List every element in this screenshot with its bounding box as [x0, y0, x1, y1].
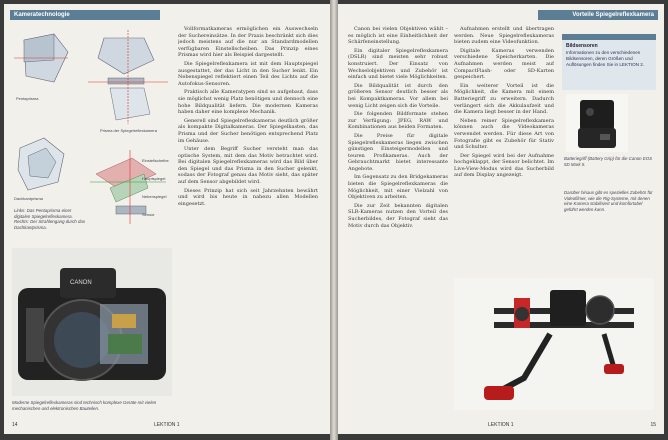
left-col-paragraph: Praktisch alle Kameratypen sind so aufgebaut, dass sie möglichst wenig Platz benötigen und dennoch eine hohe Bildqualität liefern. Die modernen Kameras haben daher eine komplexe Mechanik. — [178, 89, 318, 116]
left-header-bar — [10, 10, 160, 20]
mirror-system-label: Prisma der Spiegelreflexkamera — [100, 128, 157, 133]
right-folio: 15 — [650, 422, 656, 428]
right-col2-paragraph: Neben reiner Spiegelreflexkamera können auch die Videokameras verwendet werden. Für diese Art von Fotografie gibt es Zubehör für Stativ und Schulter. — [454, 117, 554, 151]
right-col2-paragraph: Ein weiterer Vorteil ist die Möglichkeit, die Kamera mit einem Batteriegriff zu erweitern. Dadurch verlängert sich die Akkulaufzeit und die Kamera liegt besser in der Hand. — [454, 82, 554, 116]
roof-prism-label: Dachkantprisma — [14, 196, 43, 201]
right-col1-paragraph: Canon bei vielen Objektiven wählt – es möglich ist eine Einheitlichkeit der Schärfeneinstellung. — [348, 26, 448, 46]
left-header-title: Kameratechnologie — [14, 12, 70, 18]
sensor-info-box — [562, 34, 656, 90]
ground-glass-label: Einstellscheibe — [142, 158, 169, 163]
right-text-column-2 — [454, 26, 554, 274]
sensor-label: Sensor — [142, 212, 155, 217]
video-rig-photo — [454, 278, 654, 410]
right-page — [338, 4, 664, 434]
left-col-paragraph: Vollformatkameras ermöglichen ein Auswechseln der Suchereinsätze. In der Praxis beschränkt sich dies jedoch meistens auf die nur an Standardmodellen verfügbaren Einstellscheiben. Das Prinzip eines Prismas wird hier als Beispiel dargestellt. — [178, 26, 318, 59]
grip-caption: Batteriegriff (Battery Grip) für die Canon EOS 5D Mark II. — [564, 156, 653, 167]
right-col1-paragraph: Die Preise für digitale Spiegelreflexkameras liegen zwischen günstigen Einsteigermodellen und teuren Profikameras. Auch der Gebrauchtmarkt bietet interessante Angebote. — [348, 132, 448, 172]
right-col2-paragraph: Aufnahmen erstellt und übertragen werden. Neue Spiegelreflexkameras bieten zudem eine Videofunktion. — [454, 26, 554, 46]
camera-cutaway-photo — [12, 248, 172, 396]
prism-label: Pentaprisma — [16, 96, 39, 101]
cutaway-caption: Moderne Spiegelreflexkameras sind technisch komplexe Geräte mit vielen mechanischen und elektronischen Bauteilen. — [12, 400, 157, 411]
sidebar-title: Bildsensoren — [566, 43, 598, 49]
right-col1-paragraph: Ein digitaler Spiegelreflexkamera (DSLR) sind meisten sehr robust konstruiert. Der Einsatz von Wechselobjektiven und Zubehör ist einfach und bietet viele Möglichkeiten. — [348, 47, 448, 81]
right-col2-paragraph: Der Spiegel wird bei der Aufnahme hochgeklappt, der Sensor belichtet. Im Live-View-Modus wird das Sucherbild auf dem Display angezeigt. — [454, 152, 554, 179]
right-col1-paragraph: Im Gegensatz zu den Bridgekameras bieten die Spiegelreflexkameras die Möglichkeit, mit einer Vielzahl von Objektiven zu arbeiten. — [348, 174, 448, 201]
sidebar-body: Informationen zu den verschiedenen Bildsensoren, deren Größen und Auflösungen finden Sie in LEKTION 2. — [566, 50, 645, 67]
prism-caption: Links: Das Pentaprisma einer digitalen Spiegelreflexkamera. Rechts: Der Strahlengang durch das Dachkantprisma. — [14, 208, 86, 230]
left-section: LEKTION 1 — [154, 422, 180, 428]
right-col2-paragraph: Digitale Kameras verwenden verschiedene Speicherkarten. Die Aufnahmen werden meist auf CompactFlash- oder SD-Karten gespeichert. — [454, 47, 554, 81]
pentaprism-diagram — [14, 30, 74, 92]
left-folio: 14 — [12, 422, 18, 428]
right-col1-paragraph: Die zur Zeit bekannten digitalen SLR-Kameras nutzen den Vorteil des Sucherbildes, der Fotograf sieht das Motiv durch das Objektiv. — [348, 202, 448, 229]
right-text-column-1 — [348, 26, 448, 418]
svg-text:CANON: CANON — [70, 280, 92, 286]
left-col-paragraph: Die Spiegelreflexkamera ist mit dem Hauptspiegel ausgestattet, der das Licht in den Sucher lenkt. Ein Nebenspiegel reflektiert einen Teil des Lichts auf die Autofokus-Sensoren. — [178, 60, 318, 87]
rig-note: Darüber hinaus gibt es spezielles Zubehör für Videofilmer, wie die Rig-Systeme, mit denen eine Kamera stabilisiert und komfortabel geführt werden kann. — [564, 190, 653, 212]
main-mirror-label: Hauptspiegel — [142, 176, 166, 181]
roof-prism-diagram — [14, 136, 70, 194]
mirror-path-diagram — [86, 144, 170, 228]
right-section: LEKTION 1 — [488, 422, 514, 428]
left-col-paragraph: Generell sind Spiegelreflexkameras deutlich größer als kompakte Digitalkameras. Der Spiegelkasten, das Prisma und der Sucher benötigen entsprechend Platz im Gehäuse. — [178, 117, 318, 144]
right-header-title: Vorteile Spiegelreflexkamera — [572, 12, 654, 18]
battery-grip-photo — [566, 94, 628, 152]
left-page — [4, 4, 330, 434]
mirror-system-diagram — [88, 30, 170, 126]
right-header-bar — [538, 10, 658, 20]
left-col-paragraph: Dieses Prinzip hat sich seit Jahrzehnten bewährt und wird bis heute in nahezu allen Modellen eingesetzt. — [178, 187, 318, 207]
sub-mirror-label: Nebenspiegel — [142, 194, 167, 199]
right-col1-paragraph: Die Bildqualität ist durch den größeren Sensor deutlich besser als bei Kompaktkameras. Vor allem bei wenig Licht zeigen sich die Vorteile. — [348, 82, 448, 109]
left-col-paragraph: Unter dem Begriff Sucher versteht man das optische System, mit dem das Motiv betrachtet wird. Bei digitalen Spiegelreflexkameras wird das Bild über den Spiegel und das Prisma in den Sucher gelenkt, sodass der Fotograf genau das Motiv sieht, das später auf dem Sensor abgebildet wird. — [178, 146, 318, 186]
left-text-column — [178, 26, 318, 418]
gutter — [330, 0, 338, 440]
right-col1-paragraph: Die folgenden Bildformate stehen zur Verfügung: JPEG, RAW und Kombinationen aus beiden Formaten. — [348, 111, 448, 131]
